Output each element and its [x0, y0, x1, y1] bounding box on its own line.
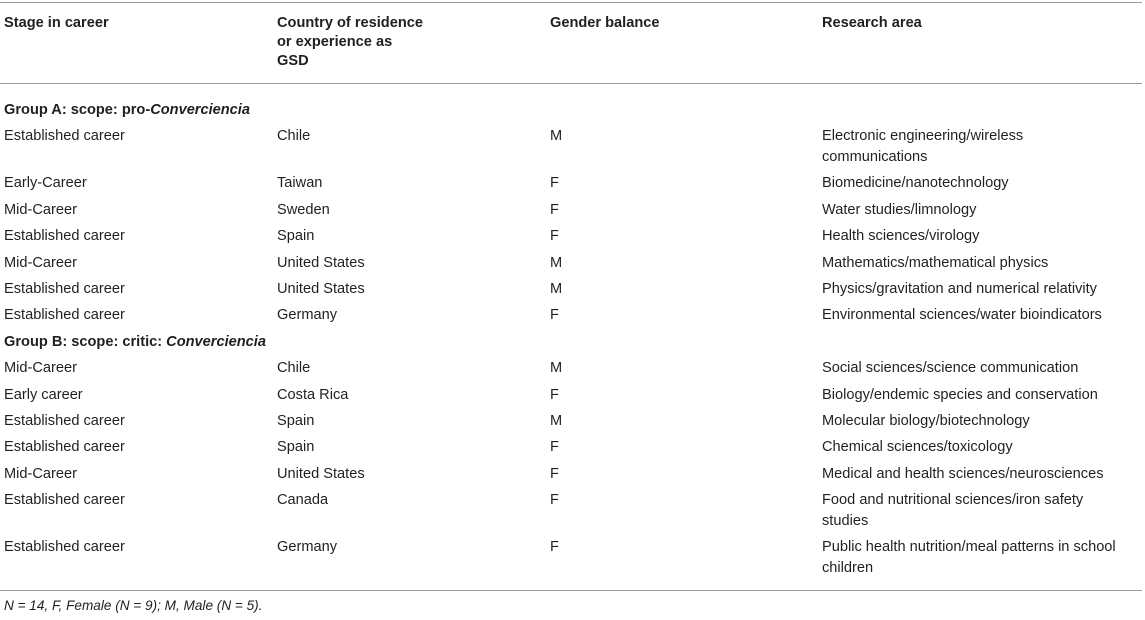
cell-area — [822, 126, 1023, 168]
header-country-line1: Country of residence — [277, 15, 423, 31]
header-country-line2: or experience as — [277, 34, 393, 50]
cell-area-line: Electronic engineering/wireless — [822, 128, 1024, 144]
cell-stage: Established career — [4, 539, 125, 555]
cell-area-line: Environmental sciences/water bioindicators — [822, 307, 1102, 323]
cell-gender: F — [550, 175, 559, 191]
group-heading — [4, 100, 250, 121]
table-footnote: N = 14, F, Female (N = 9); M, Male (N = 5). — [4, 598, 263, 613]
cell-area-line: Physics/gravitation and numerical relativity — [822, 281, 1097, 297]
cell-area-line: Chemical sciences/toxicology — [822, 439, 1013, 455]
header-country — [277, 14, 423, 71]
cell-gender: M — [550, 360, 563, 376]
cell-area-line: children — [822, 560, 874, 576]
cell-area — [822, 253, 1048, 274]
cell-stage: Established career — [4, 228, 125, 244]
cell-gender: F — [550, 466, 559, 482]
cell-area-line: studies — [822, 513, 869, 529]
cell-area — [822, 279, 1097, 300]
group-heading — [4, 332, 266, 353]
cell-gender: F — [550, 492, 559, 508]
cell-country: Taiwan — [277, 175, 323, 191]
cell-stage: Mid-Career — [4, 202, 77, 218]
cell-country: Chile — [277, 128, 311, 144]
cell-area — [822, 385, 1098, 406]
cell-gender: F — [550, 228, 559, 244]
cell-area-line: Biology/endemic species and conservation — [822, 387, 1098, 403]
table-bottom-rule — [0, 590, 1142, 591]
cell-country: Canada — [277, 492, 329, 508]
cell-stage: Early career — [4, 387, 83, 403]
cell-area-line: Medical and health sciences/neurosciences — [822, 466, 1104, 482]
cell-area-line: Social sciences/science communication — [822, 360, 1079, 376]
cell-area — [822, 464, 1104, 485]
cell-stage: Mid-Career — [4, 255, 77, 271]
cell-stage: Mid-Career — [4, 466, 77, 482]
header-gender: Gender balance — [550, 15, 660, 31]
cell-stage: Established career — [4, 281, 125, 297]
cell-area — [822, 200, 976, 221]
cell-stage: Established career — [4, 413, 125, 429]
table-top-rule — [0, 2, 1142, 3]
cell-area-line: Mathematics/mathematical physics — [822, 255, 1049, 271]
cell-gender: F — [550, 307, 559, 323]
cell-gender: M — [550, 255, 563, 271]
group-heading-emphasis: Converciencia — [150, 102, 250, 118]
cell-area-line: Health sciences/virology — [822, 228, 980, 244]
header-bottom-rule — [0, 83, 1142, 84]
cell-area — [822, 305, 1102, 326]
cell-gender: M — [550, 281, 563, 297]
cell-stage: Early-Career — [4, 175, 87, 191]
cell-country: Germany — [277, 539, 338, 555]
cell-country: Costa Rica — [277, 387, 349, 403]
cell-stage: Mid-Career — [4, 360, 77, 376]
cell-country: Chile — [277, 360, 311, 376]
group-heading-prefix: Group A: scope: pro- — [4, 102, 151, 118]
cell-gender: F — [550, 539, 559, 555]
cell-country: Sweden — [277, 202, 330, 218]
header-area: Research area — [822, 15, 922, 31]
cell-country: United States — [277, 255, 365, 271]
header-country-line3: GSD — [277, 53, 309, 69]
cell-area-line: Biomedicine/nanotechnology — [822, 175, 1009, 191]
cell-stage: Established career — [4, 439, 125, 455]
header-stage: Stage in career — [4, 15, 109, 31]
cell-area — [822, 437, 1013, 458]
cell-area — [822, 537, 1116, 579]
cell-area — [822, 173, 1009, 194]
cell-gender: F — [550, 387, 559, 403]
cell-area-line: Public health nutrition/meal patterns in school — [822, 539, 1116, 555]
cell-stage: Established career — [4, 492, 125, 508]
cell-country: Germany — [277, 307, 338, 323]
cell-country: Spain — [277, 413, 315, 429]
cell-area-line: Molecular biology/biotechnology — [822, 413, 1030, 429]
cell-gender: F — [550, 439, 559, 455]
cell-area — [822, 358, 1078, 379]
cell-country: United States — [277, 281, 365, 297]
cell-gender: M — [550, 413, 563, 429]
cell-area-line: Water studies/limnology — [822, 202, 977, 218]
cell-area — [822, 226, 979, 247]
cell-gender: M — [550, 128, 563, 144]
cell-area-line: communications — [822, 149, 928, 165]
cell-gender: F — [550, 202, 559, 218]
cell-area-line: Food and nutritional sciences/iron safety — [822, 492, 1084, 508]
cell-stage: Established career — [4, 128, 125, 144]
cell-area — [822, 490, 1083, 532]
cell-stage: Established career — [4, 307, 125, 323]
group-heading-prefix: Group B: scope: critic: — [4, 334, 167, 350]
cell-country: United States — [277, 466, 365, 482]
cell-country: Spain — [277, 228, 315, 244]
group-heading-emphasis: Converciencia — [166, 334, 266, 350]
cell-area — [822, 411, 1030, 432]
cell-country: Spain — [277, 439, 315, 455]
